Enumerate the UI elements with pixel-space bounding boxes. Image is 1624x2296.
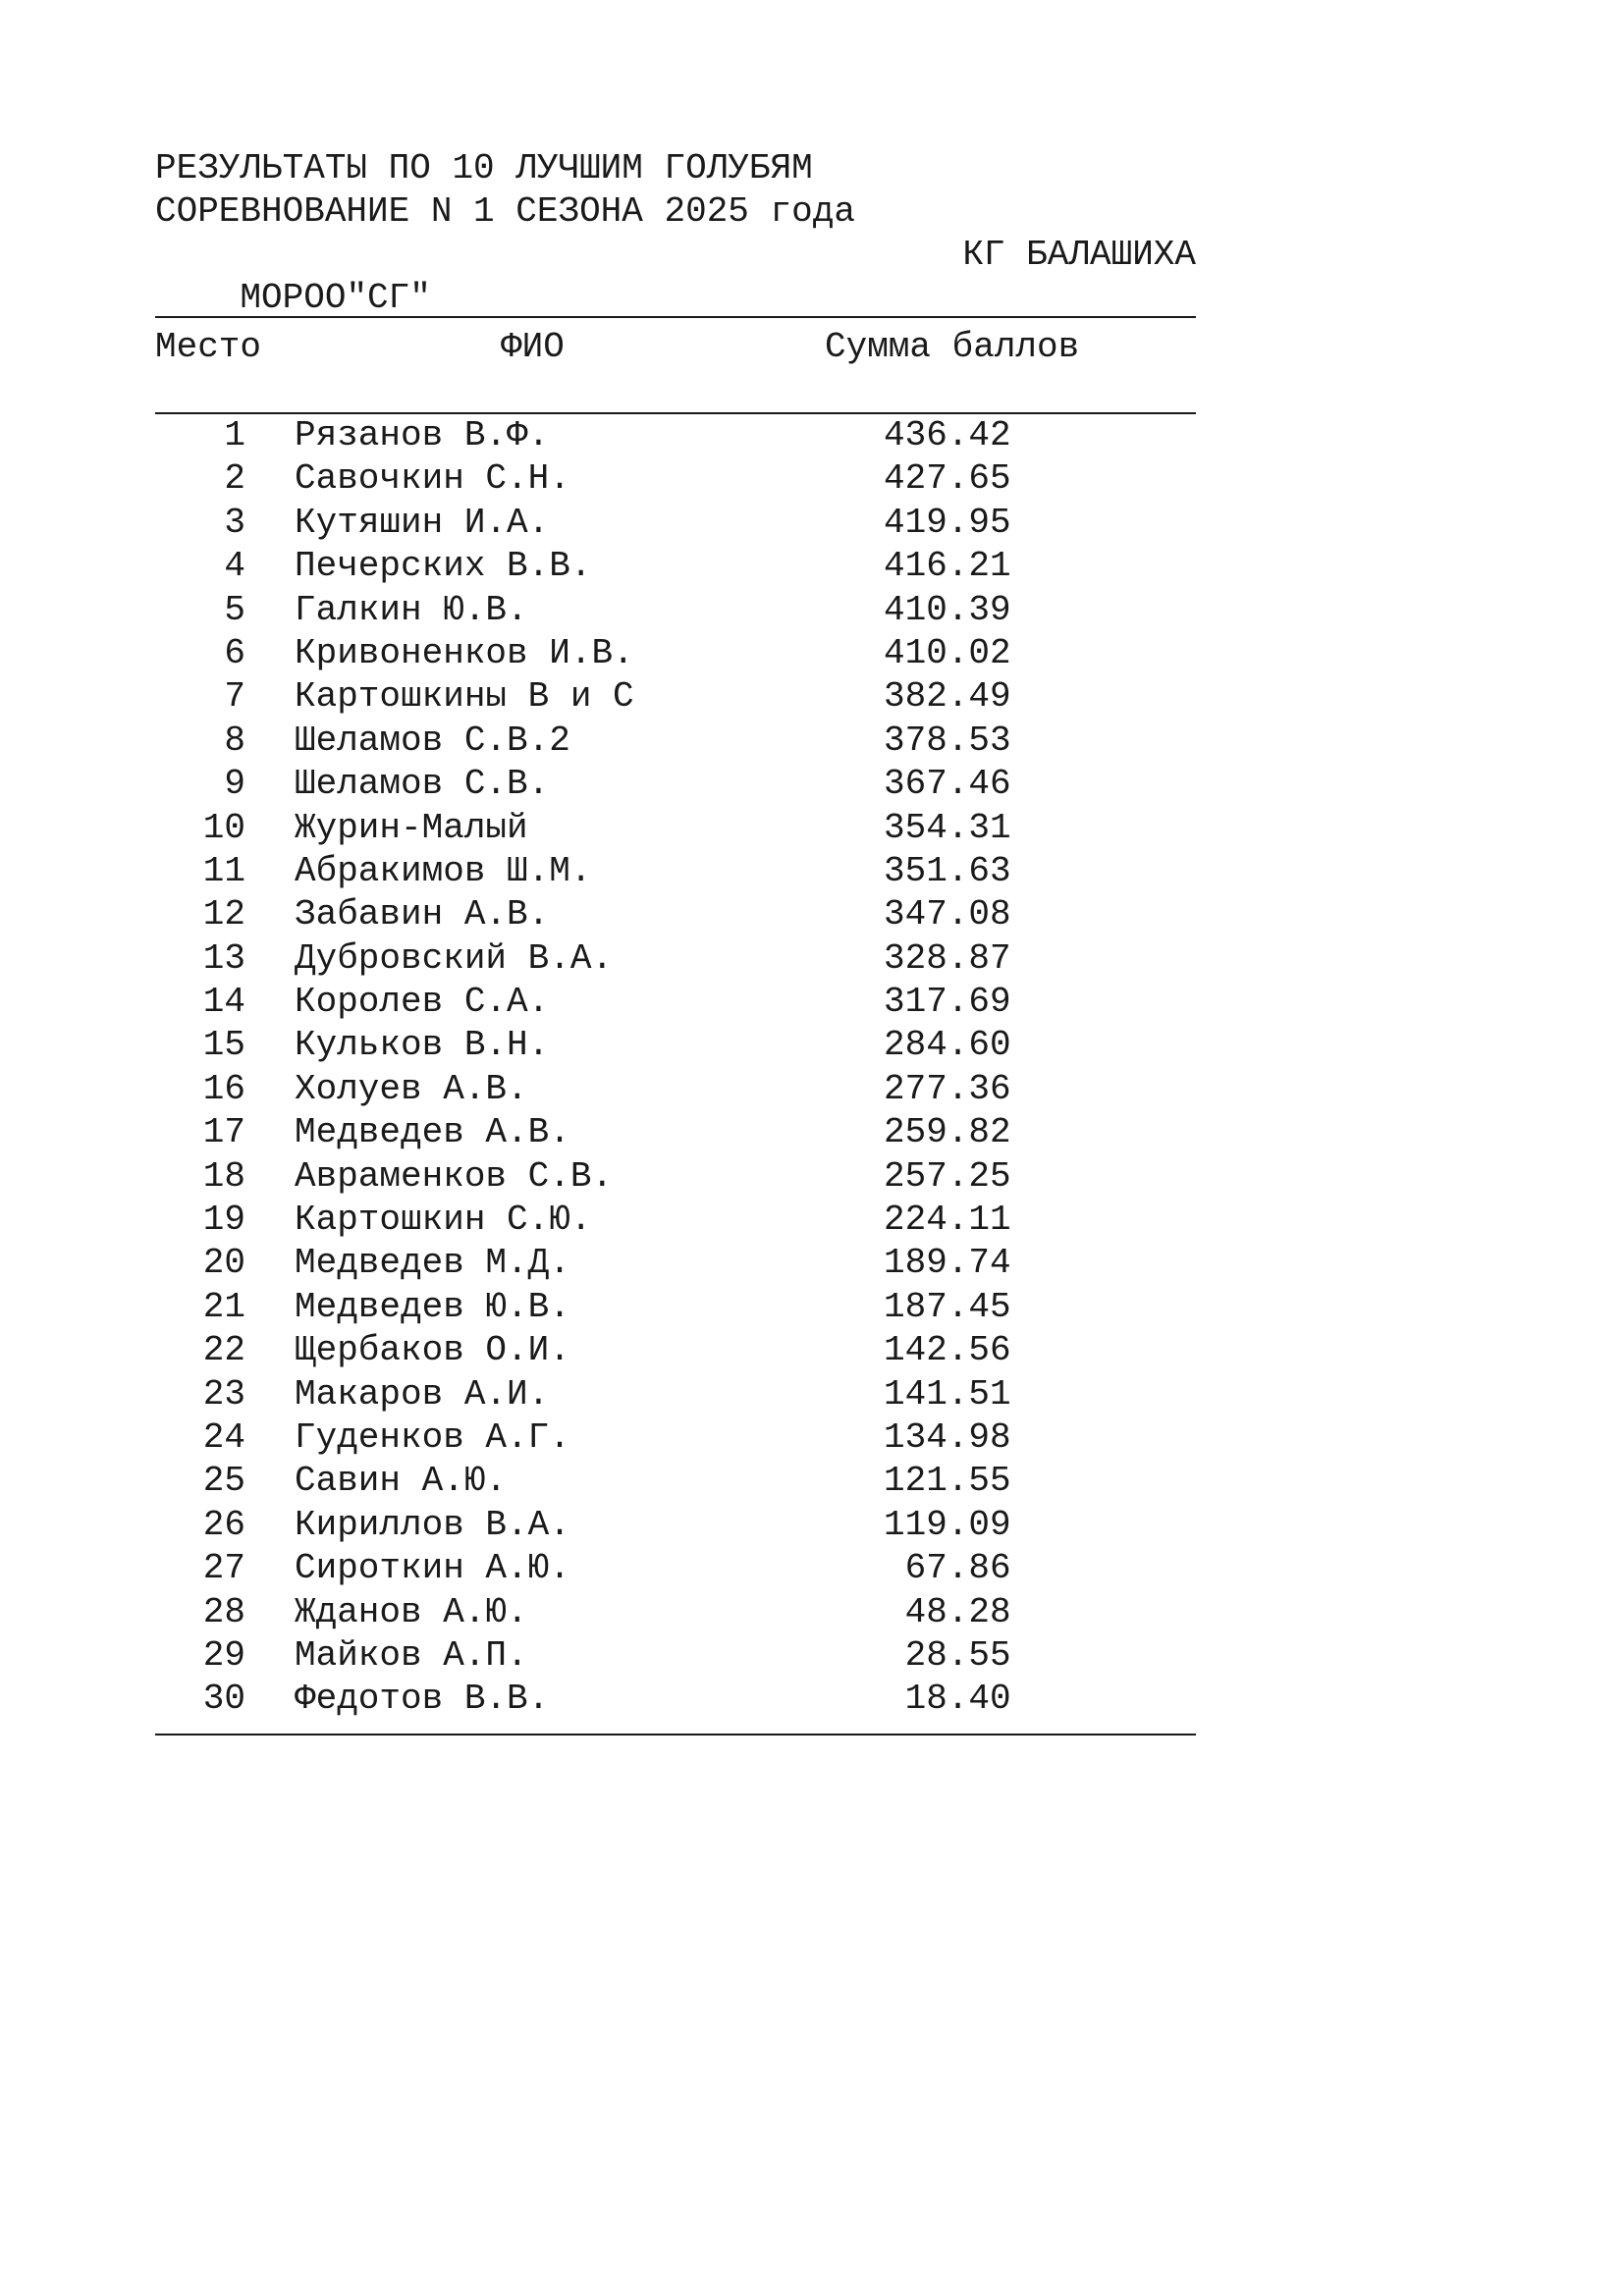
name-cell: Кульков В.Н.	[295, 1025, 550, 1066]
score-cell: 121.55	[884, 1461, 1011, 1502]
result-row	[155, 457, 1196, 501]
score-cell: 410.02	[884, 632, 1011, 673]
result-row	[155, 1460, 1196, 1503]
result-row	[155, 545, 1196, 588]
score-cell: 378.53	[884, 720, 1011, 761]
place-cell: 6	[224, 632, 245, 673]
name-cell: Шеламов С.В.	[295, 764, 550, 805]
place-cell: 22	[202, 1330, 245, 1371]
place-cell: 27	[202, 1548, 245, 1589]
org-club-row	[155, 234, 1196, 318]
name-cell: Абракимов Ш.М.	[295, 850, 592, 891]
result-row	[155, 1199, 1196, 1242]
name-cell: Шеламов С.В.2	[295, 720, 570, 761]
result-row	[155, 502, 1196, 545]
name-cell: Кутяшин И.А.	[295, 502, 550, 543]
score-cell: 28.55	[884, 1634, 1011, 1676]
organization-name: МОРОО"СГ"	[240, 278, 431, 318]
place-cell: 29	[202, 1634, 245, 1676]
score-cell: 410.39	[884, 589, 1011, 630]
score-cell: 259.82	[884, 1112, 1011, 1153]
name-cell: Гуденков А.Г.	[295, 1416, 570, 1458]
name-cell: Забавин А.В.	[295, 894, 550, 935]
score-cell: 277.36	[884, 1068, 1011, 1109]
result-row	[155, 720, 1196, 763]
score-cell: 142.56	[884, 1330, 1011, 1371]
result-row	[155, 1373, 1196, 1416]
column-header-score: Сумма баллов	[825, 327, 1080, 367]
place-cell: 19	[202, 1200, 245, 1241]
results-document	[155, 147, 1196, 1735]
name-cell: Рязанов В.Ф.	[295, 415, 550, 455]
place-cell: 13	[202, 937, 245, 979]
result-row	[155, 893, 1196, 936]
result-row	[155, 1024, 1196, 1067]
name-cell: Макаров А.И.	[295, 1373, 550, 1415]
score-cell: 317.69	[884, 982, 1011, 1023]
column-header-name: ФИО	[501, 327, 565, 367]
name-cell: Журин-Малый	[295, 807, 528, 848]
score-cell: 427.65	[884, 458, 1011, 500]
place-cell: 1	[224, 415, 245, 455]
result-row	[155, 1155, 1196, 1199]
result-row	[155, 1068, 1196, 1111]
result-row	[155, 414, 1196, 457]
score-cell: 347.08	[884, 894, 1011, 935]
place-cell: 28	[202, 1591, 245, 1632]
result-row	[155, 1416, 1196, 1460]
place-cell: 12	[202, 894, 245, 935]
name-cell: Кривоненков И.В.	[295, 632, 634, 673]
name-cell: Королев С.А.	[295, 982, 550, 1023]
result-row	[155, 1329, 1196, 1372]
score-cell: 328.87	[884, 937, 1011, 979]
place-cell: 26	[202, 1504, 245, 1545]
result-row	[155, 1286, 1196, 1329]
place-cell: 11	[202, 850, 245, 891]
score-cell: 18.40	[884, 1679, 1011, 1720]
name-cell: Медведев М.Д.	[295, 1243, 570, 1284]
name-cell: Печерских В.В.	[295, 546, 592, 587]
score-cell: 354.31	[884, 807, 1011, 848]
score-cell: 224.11	[884, 1200, 1011, 1241]
place-cell: 16	[202, 1068, 245, 1109]
place-cell: 25	[202, 1461, 245, 1502]
place-cell: 21	[202, 1286, 245, 1327]
score-cell: 187.45	[884, 1286, 1011, 1327]
score-cell: 189.74	[884, 1243, 1011, 1284]
result-row	[155, 937, 1196, 981]
name-cell: Майков А.П.	[295, 1634, 528, 1676]
column-header-place: Место	[155, 327, 262, 367]
result-row	[155, 1634, 1196, 1678]
place-cell: 8	[224, 720, 245, 761]
name-cell: Кириллов В.А.	[295, 1504, 570, 1545]
place-cell: 14	[202, 982, 245, 1023]
bottom-divider	[155, 1734, 1196, 1735]
score-cell: 416.21	[884, 546, 1011, 587]
result-row	[155, 981, 1196, 1024]
score-cell: 134.98	[884, 1416, 1011, 1458]
name-cell: Картошкины В и С	[295, 676, 634, 718]
name-cell: Федотов В.В.	[295, 1679, 550, 1720]
result-row	[155, 1547, 1196, 1590]
place-cell: 2	[224, 458, 245, 500]
place-cell: 5	[224, 589, 245, 630]
result-row	[155, 1504, 1196, 1547]
score-cell: 67.86	[884, 1548, 1011, 1589]
score-cell: 436.42	[884, 415, 1011, 455]
name-cell: Савин А.Ю.	[295, 1461, 508, 1502]
result-row	[155, 1242, 1196, 1285]
report-title: РЕЗУЛЬТАТЫ ПО 10 ЛУЧШИМ ГОЛУБЯМ	[155, 148, 813, 188]
result-row	[155, 632, 1196, 675]
result-row	[155, 589, 1196, 632]
score-cell: 284.60	[884, 1025, 1011, 1066]
result-row	[155, 675, 1196, 719]
column-headers	[155, 326, 1196, 369]
score-cell: 351.63	[884, 850, 1011, 891]
score-cell: 382.49	[884, 676, 1011, 718]
place-cell: 9	[224, 764, 245, 805]
score-cell: 257.25	[884, 1155, 1011, 1197]
result-row	[155, 807, 1196, 850]
result-row	[155, 1111, 1196, 1154]
place-cell: 23	[202, 1373, 245, 1415]
place-cell: 7	[224, 676, 245, 718]
name-cell: Жданов А.Ю.	[295, 1591, 528, 1632]
place-cell: 20	[202, 1243, 245, 1284]
score-cell: 48.28	[884, 1591, 1011, 1632]
name-cell: Картошкин С.Ю.	[295, 1200, 592, 1241]
name-cell: Холуев А.В.	[295, 1068, 528, 1109]
result-row	[155, 1678, 1196, 1721]
name-cell: Савочкин С.Н.	[295, 458, 570, 500]
place-cell: 10	[202, 807, 245, 848]
place-cell: 17	[202, 1112, 245, 1153]
name-cell: Медведев А.В.	[295, 1112, 570, 1153]
name-cell: Галкин Ю.В.	[295, 589, 528, 630]
score-cell: 119.09	[884, 1504, 1011, 1545]
competition-title: СОРЕВНОВАНИЕ N 1 СЕЗОНА 2025 года	[155, 191, 855, 232]
place-cell: 18	[202, 1155, 245, 1197]
result-row	[155, 850, 1196, 893]
place-cell: 24	[202, 1416, 245, 1458]
club-name: КГ БАЛАШИХА	[962, 235, 1196, 275]
place-cell: 4	[224, 546, 245, 587]
result-row	[155, 763, 1196, 806]
place-cell: 30	[202, 1679, 245, 1720]
score-cell: 419.95	[884, 502, 1011, 543]
place-cell: 3	[224, 502, 245, 543]
name-cell: Дубровский В.А.	[295, 937, 614, 979]
result-row	[155, 1591, 1196, 1634]
name-cell: Щербаков О.И.	[295, 1330, 570, 1371]
name-cell: Авраменков С.В.	[295, 1155, 614, 1197]
score-cell: 367.46	[884, 764, 1011, 805]
place-cell: 15	[202, 1025, 245, 1066]
name-cell: Сироткин А.Ю.	[295, 1548, 570, 1589]
name-cell: Медведев Ю.В.	[295, 1286, 570, 1327]
score-cell: 141.51	[884, 1373, 1011, 1415]
results-list	[155, 414, 1196, 1722]
